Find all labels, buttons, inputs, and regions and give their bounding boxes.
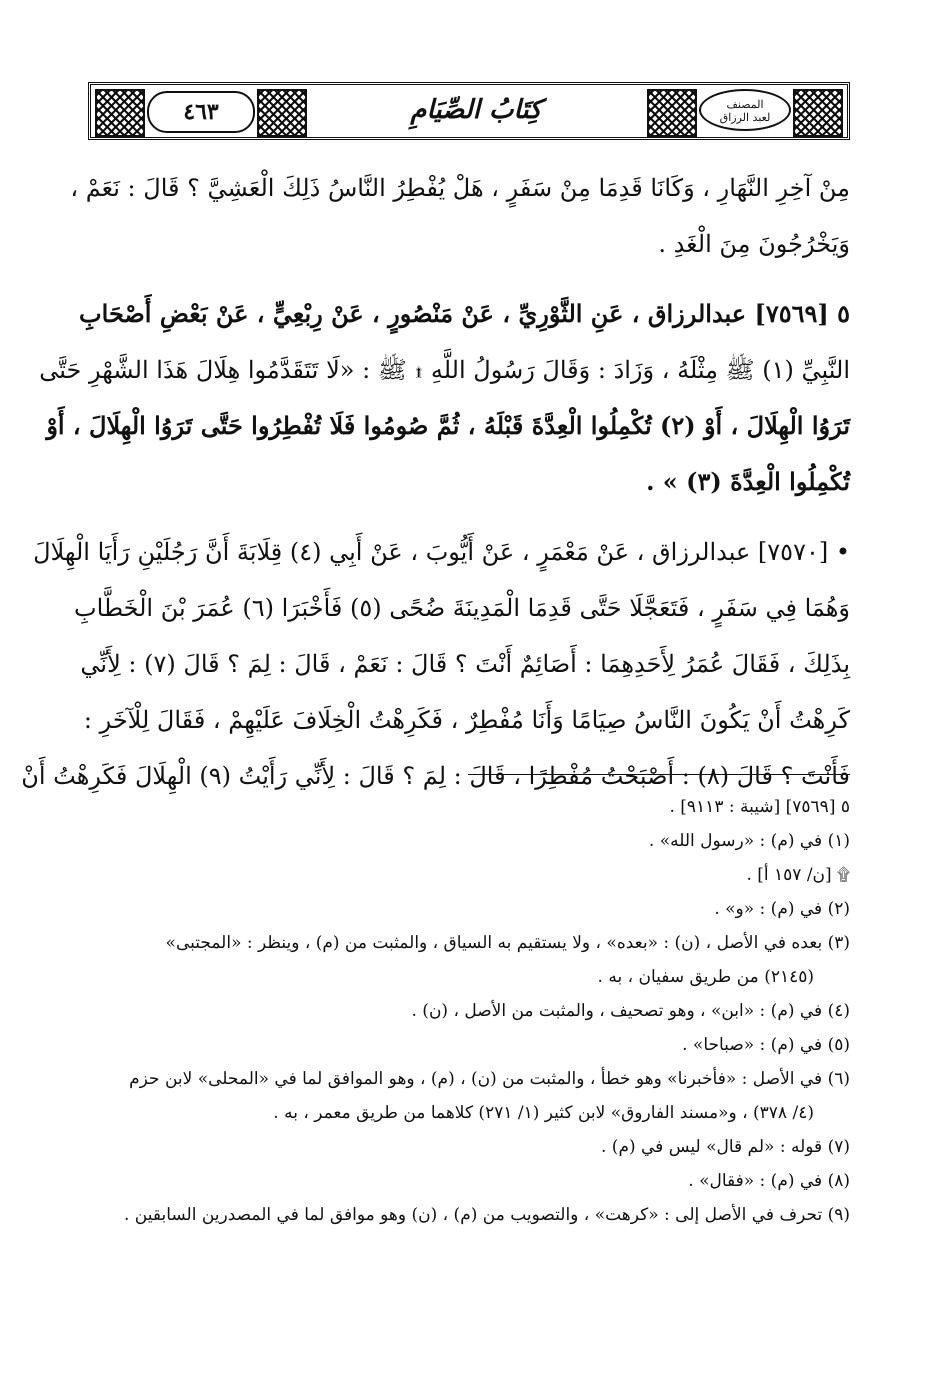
footnote-line: (٢١٤٥) من طريق سفيان ، به .: [597, 967, 814, 987]
header-ornament-mid-left: [257, 89, 307, 137]
hadith-7569-line: تُكْمِلُوا الْعِدَّةَ (٣) » .: [646, 467, 850, 496]
text-line: وَيَخْرُجُونَ مِنَ الْغَدِ .: [658, 230, 850, 258]
hadith-7569-line: ٥ [٧٥٦٩] عبدالرزاق ، عَنِ الثَّوْرِيِّ ، عَنْ مَنْصُورٍ ، عَنْ رِبْعِيٍّ ، عَنْ بَعْضِ أَصْحَابِ: [79, 299, 850, 328]
hadith-7570-line: كَرِهْتُ أَنْ يَكُونَ النَّاسُ صِيَامًا وَأَنَا مُفْطِرٌ ، فَكَرِهْتُ الْخِلَافَ عَلَيْهِمْ ، فَقَالَ لِلْآخَرِ :: [83, 706, 850, 734]
header-ornament-left: [95, 89, 145, 137]
hadith-7570-line: • [٧٥٧٠] عبدالرزاق ، عَنْ مَعْمَرٍ ، عَنْ أَيُّوبَ ، عَنْ أَبِي (٤) قِلَابَةَ أَنَّ رَجُلَيْنِ رَأَيَا الْهِلَالَ: [33, 538, 850, 566]
footnote-line: (٤) في (م) : «ابن» ، وهو تصحيف ، والمثبت من الأصل ، (ن) .: [411, 1001, 850, 1021]
logo-line-2: لعبد الرزاق: [719, 111, 771, 124]
hadith-7569-line: النَّبِيِّ (١) ﷺ مِثْلَهُ ، وَزَادَ : وَقَالَ رَسُولُ اللَّهِ ۩ ﷺ : «لَا تَتَقَدَّمُوا هِلَالَ هَذَا الشَّهْرِ حَتَّى: [39, 356, 850, 384]
page-header: [88, 82, 850, 140]
footnote-line: ۩ [ن/ ١٥٧ أ] .: [746, 865, 850, 885]
footnote-line: (٤/ ٣٧٨) ، و«مسند الفاروق» لابن كثير (١/ ٢٧١) كلاهما من طريق معمر ، به .: [273, 1103, 814, 1123]
page-number: ٤٦٣: [147, 91, 255, 133]
footnotes: [88, 790, 850, 1232]
footnote-divider: [468, 774, 850, 775]
main-text: [21, 160, 850, 804]
footnote-line: (٩) تحرف في الأصل إلى : «كرهت» ، والتصويب من (م) ، (ن) وهو موافق لما في المصدرين السابقين .: [124, 1205, 850, 1225]
hadith-7570-line: فَأَنْتَ ؟ قَالَ (٨) : أَصْبَحْتُ مُفْطِرًا ، قَالَ : لِمَ ؟ قَالَ : لِأَنِّي رَأَيْتُ (٩) الْهِلَالَ فَكَرِهْتُ أَنْ: [21, 762, 850, 790]
hadith-7570-line: بِذَلِكَ ، فَقَالَ عُمَرُ لِأَحَدِهِمَا : أَصَائِمٌ أَنْتَ ؟ قَالَ : نَعَمْ ، قَالَ : لِمَ ؟ قَالَ (٧) : لِأَنِّي: [80, 650, 850, 678]
hadith-7570-line: وَهُمَا فِي سَفَرٍ ، فَتَعَجَّلَا حَتَّى قَدِمَا الْمَدِينَةَ ضُحًى (٥) فَأَخْبَرَا (٦) عُمَرَ بْنَ الْخَطَّابِ: [74, 594, 850, 622]
footnote-line: (٢) في (م) : «و» .: [714, 899, 850, 919]
footnote-line: ٥ [٧٥٦٩] [شيبة : ٩١١٣] .: [669, 797, 850, 817]
footnote-line: (٨) في (م) : «فقال» .: [688, 1171, 850, 1191]
header-ornament-right: [793, 89, 843, 137]
footnote-line: (٦) في الأصل : «فأخبرنا» وهو خطأ ، والمثبت من (ن) ، (م) ، وهو الموافق لما في «المحلى» لابن حزم: [129, 1069, 850, 1089]
footnote-line: (٥) في (م) : «صباحا» .: [682, 1035, 850, 1055]
footnote-line: (١) في (م) : «رسول الله» .: [648, 831, 850, 851]
logo-line-1: المصنف: [726, 98, 764, 111]
header-ornament-mid-right: [647, 89, 697, 137]
hadith-7569-line: تَرَوُا الْهِلَالَ ، أَوْ (٢) تُكْمِلُوا الْعِدَّةَ قَبْلَهُ ، ثُمَّ صُومُوا فَلَا تُفْطِرُوا حَتَّى تَرَوُا الْهِلَالَ ، أَوْ: [46, 411, 850, 440]
book-title: كِتَابُ الصِّيَامِ: [410, 95, 542, 125]
footnote-line: (٣) بعده في الأصل ، (ن) : «بعده» ، ولا يستقيم به السياق ، والمثبت من (م) ، وينظر : «المجتبى»: [165, 933, 850, 953]
text-line: مِنْ آخِرِ النَّهَارِ ، وَكَانَا قَدِمَا مِنْ سَفَرٍ ، هَلْ يُفْطِرُ النَّاسُ ذَلِكَ الْعَشِيَّ ؟ قَالَ : نَعَمْ ،: [70, 174, 850, 202]
book-logo: [699, 89, 791, 131]
footnote-line: (٧) قوله : «لم قال» ليس في (م) .: [601, 1137, 850, 1157]
